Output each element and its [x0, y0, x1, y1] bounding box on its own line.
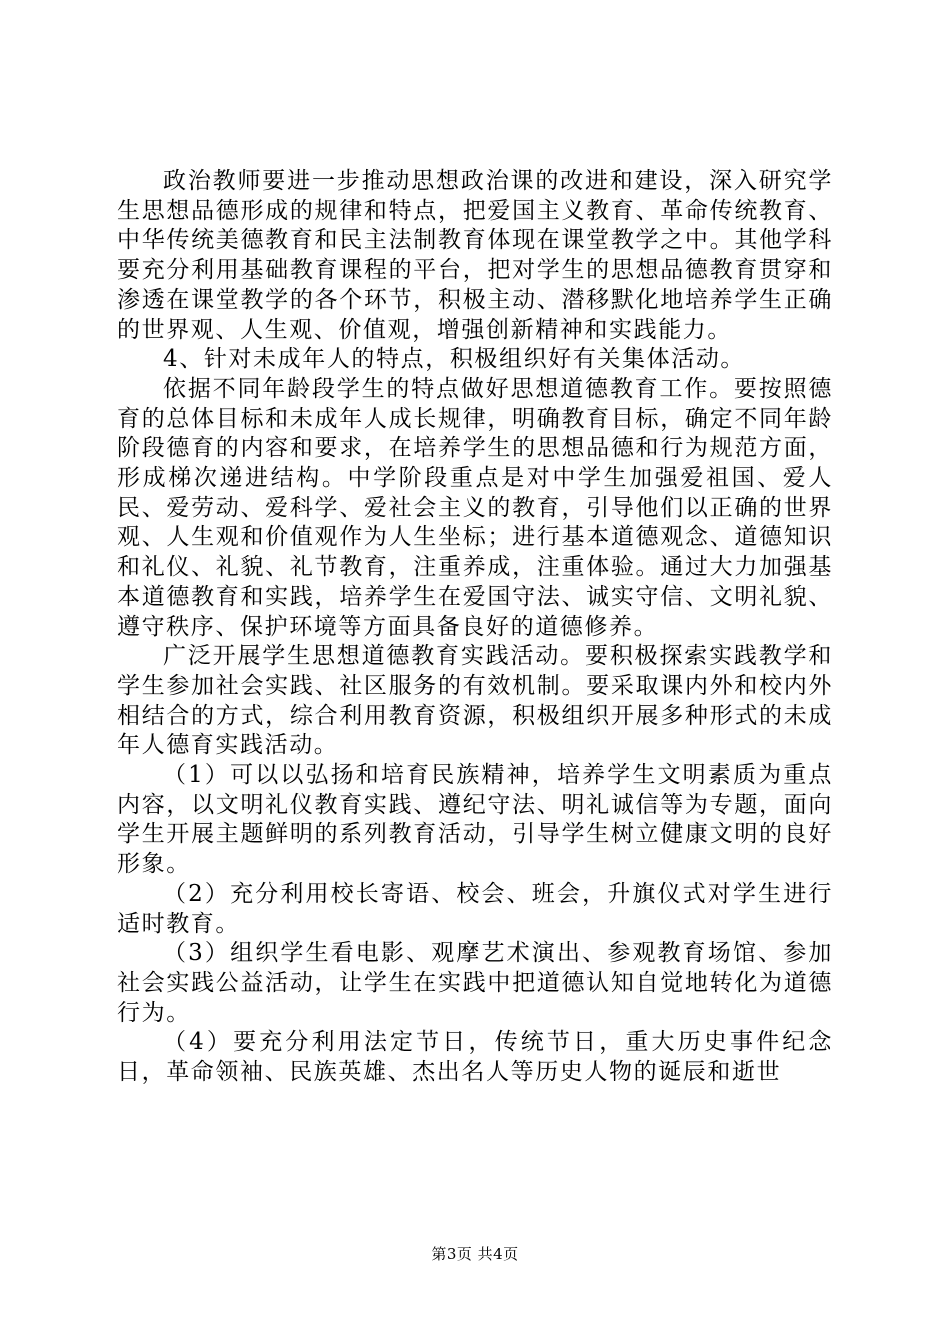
page-number-footer: 第3页 共4页	[431, 1245, 519, 1263]
paragraph-heading-4: 4、针对未成年人的特点，积极组织好有关集体活动。	[163, 346, 746, 373]
paragraph-item-3: （3）组织学生看电影、观摩艺术演出、参观教育场馆、参加社会实践公益活动，让学生在实践中把道德认知自觉地转化为道德行为。	[117, 940, 833, 1026]
document-body	[117, 167, 833, 1088]
paragraph-practice-activities: 广泛开展学生思想道德教育实践活动。要积极探索实践教学和学生参加社会实践、社区服务的有效机制。要采取课内外和校内外相结合的方式，综合利用教育资源，积极组织开展多种形式的未成年人德育实践活动。	[117, 643, 833, 759]
paragraph-age-groups: 依据不同年龄段学生的特点做好思想道德教育工作。要按照德育的总体目标和未成年人成长规律，明确教育目标，确定不同年龄阶段德育的内容和要求，在培养学生的思想品德和行为规范方面，形成梯次递进结构。中学阶段重点是对中学生加强爱祖国、爱人民、爱劳动、爱科学、爱社会主义的教育，引导他们以正确的世界观、人生观和价值观作为人生坐标；进行基本道德观念、道德知识和礼仪、礼貌、礼节教育，注重养成，注重体验。通过大力加强基本道德教育和实践，培养学生在爱国守法、诚实守信、文明礼貌、遵守秩序、保护环境等方面具备良好的道德修养。	[117, 375, 833, 640]
paragraph-item-2: （2）充分利用校长寄语、校会、班会，升旗仪式对学生进行适时教育。	[117, 880, 833, 937]
paragraph-item-1: （1）可以以弘扬和培育民族精神，培养学生文明素质为重点内容，以文明礼仪教育实践、遵纪守法、明礼诚信等为专题，面向学生开展主题鲜明的系列教育活动，引导学生树立健康文明的良好形象。	[117, 762, 833, 878]
paragraph-item-4: （4）要充分利用法定节日，传统节日，重大历史事件纪念日，革命领袖、民族英雄、杰出名人等历史人物的诞辰和逝世	[117, 1029, 833, 1086]
paragraph-political-teachers: 政治教师要进一步推动思想政治课的改进和建设，深入研究学生思想品德形成的规律和特点，把爱国主义教育、革命传统教育、中华传统美德教育和民主法制教育体现在课堂教学之中。其他学科要充分利用基础教育课程的平台，把对学生的思想品德教育贯穿和渗透在课堂教学的各个环节，积极主动、潜移默化地培养学生正确的世界观、人生观、价值观，增强创新精神和实践能力。	[117, 168, 833, 343]
